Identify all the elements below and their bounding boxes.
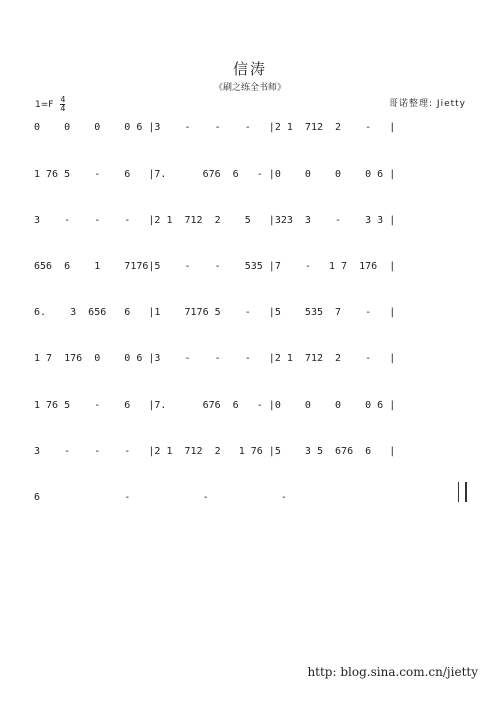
score-line-4 xyxy=(34,260,466,278)
score-line-9 xyxy=(34,491,466,509)
time-signature xyxy=(60,96,65,113)
meter-bottom: 4 xyxy=(60,104,66,113)
score-line-1 xyxy=(34,121,466,139)
key-signature xyxy=(35,96,65,113)
key-label: 1=F xyxy=(35,100,54,110)
score-line-text: 1 76 5 - 6 |7. 676 6 - |0 0 0 0 6 | xyxy=(34,169,396,180)
score-line-text: 0 0 0 0 6 |3 - - - |2 1 712 2 - | xyxy=(34,122,396,133)
blog-url: http: blog.sina.com.cn/jietty xyxy=(307,665,478,679)
score-line-8 xyxy=(34,445,466,463)
score-line-text: 656 6 1 7176|5 - - 535 |7 - 1 7 176 | xyxy=(34,261,396,272)
arranger-credit: 哥诺整理: Jietty xyxy=(389,99,466,109)
score-line-text: 1 7 176 0 0 6 |3 - - - |2 1 712 2 - | xyxy=(34,353,396,364)
score-line-text: 6. 3 656 6 |1 7176 5 - |5 535 7 - | xyxy=(34,307,396,318)
song-title: 信涛 xyxy=(232,60,267,78)
song-subtitle: 《刷之练全书师》 xyxy=(213,83,286,93)
score-line-3 xyxy=(34,214,466,232)
score-line-text: 6 - - - xyxy=(34,492,390,503)
final-barline xyxy=(458,482,467,502)
score-line-2 xyxy=(34,168,466,186)
score-line-text: 3 - - - |2 1 712 2 1 76 |5 3 5 676 6 | xyxy=(34,446,396,457)
score-line-5 xyxy=(34,306,466,324)
meter-top: 4 xyxy=(60,95,66,104)
score-line-text: 3 - - - |2 1 712 2 5 |323 3 - 3 3 | xyxy=(34,215,396,226)
score-line-text: 1 76 5 - 6 |7. 676 6 - |0 0 0 0 6 | xyxy=(34,400,396,411)
score-line-6 xyxy=(34,352,466,370)
score-line-7 xyxy=(34,399,466,417)
